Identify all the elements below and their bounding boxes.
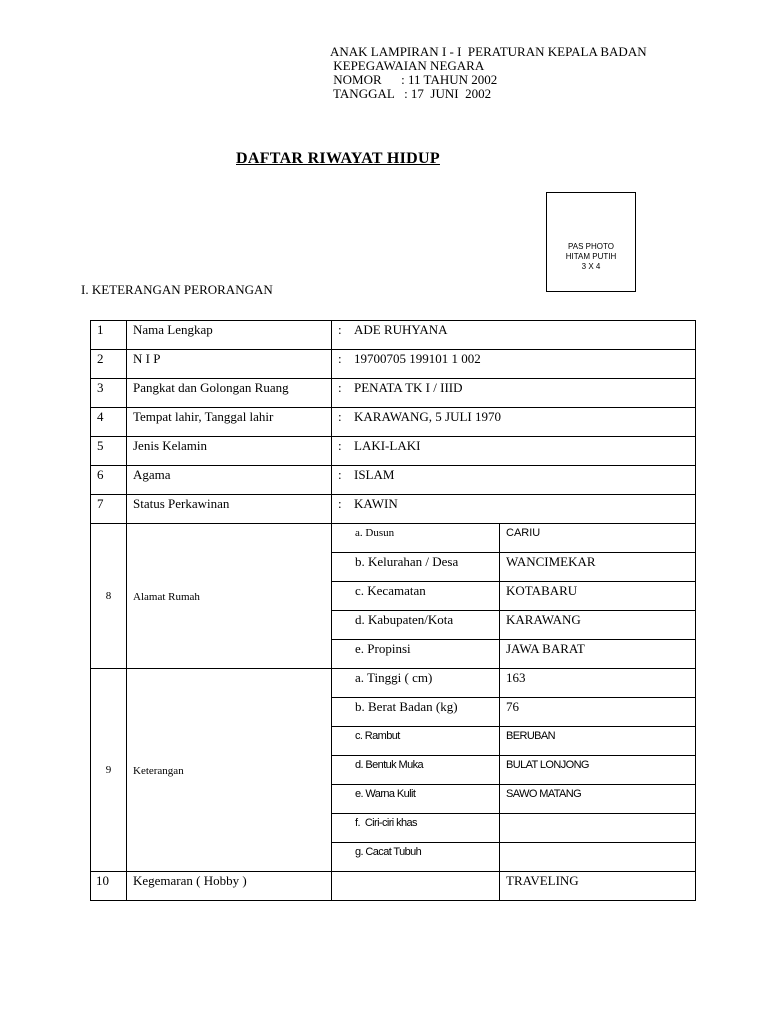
sub-value: BULAT LONJONG: [500, 756, 696, 785]
row-number: 10: [91, 872, 127, 901]
row-label: Tempat lahir, Tanggal lahir: [127, 408, 332, 437]
document-title: DAFTAR RIWAYAT HIDUP: [236, 150, 440, 167]
row-label: Agama: [127, 466, 332, 495]
section-title: I. KETERANGAN PERORANGAN: [81, 282, 273, 297]
table-row: [91, 350, 696, 379]
sub-label: a. Tinggi ( cm): [332, 669, 500, 698]
sub-value: JAWA BARAT: [500, 640, 696, 669]
row-label: Nama Lengkap: [127, 321, 332, 350]
row-label: N I P: [127, 350, 332, 379]
row-number: 5: [91, 437, 127, 466]
row-label: Jenis Kelamin: [127, 437, 332, 466]
row-label: Alamat Rumah: [127, 524, 332, 669]
row-number: 1: [91, 321, 127, 350]
row-label: Pangkat dan Golongan Ruang: [127, 379, 332, 408]
sub-value: KARAWANG: [500, 611, 696, 640]
row-value-text: KARAWANG, 5 JULI 1970: [354, 409, 502, 424]
header-line-4: TANGGAL : 17 JUNI 2002: [330, 86, 492, 101]
row-number: 9: [91, 669, 127, 872]
table-row: [91, 524, 696, 553]
row-number: 7: [91, 495, 127, 524]
sub-value: SAWO MATANG: [500, 785, 696, 814]
colon: :: [338, 322, 342, 337]
row-label: Keterangan: [127, 669, 332, 872]
row-value: [332, 350, 696, 379]
table-row: [91, 321, 696, 350]
sub-value: [500, 843, 696, 872]
table-row: [91, 408, 696, 437]
sub-value: [500, 814, 696, 843]
colon: :: [338, 467, 342, 482]
row-label: Kegemaran ( Hobby ): [127, 872, 332, 901]
biodata-table: [90, 320, 696, 901]
sub-label: d. Bentuk Muka: [332, 756, 500, 785]
photo-line-1: PAS PHOTO: [568, 242, 614, 251]
sub-value: CARIU: [500, 524, 696, 553]
sub-label: f. Ciri-ciri khas: [332, 814, 500, 843]
sub-label: e. Warna Kulit: [332, 785, 500, 814]
colon: :: [338, 351, 342, 366]
header-line-2: KEPEGAWAIAN NEGARA: [330, 58, 485, 73]
table-row: [91, 379, 696, 408]
sub-value: BERUBAN: [500, 727, 696, 756]
table-row: [91, 466, 696, 495]
table-row: [91, 437, 696, 466]
row-value: [332, 379, 696, 408]
photo-line-3: 3 X 4: [581, 262, 601, 271]
sub-value: KOTABARU: [500, 582, 696, 611]
header-line-3: NOMOR : 11 TAHUN 2002: [330, 72, 498, 87]
colon: :: [338, 380, 342, 395]
sub-label: d. Kabupaten/Kota: [332, 611, 500, 640]
row-number: 4: [91, 408, 127, 437]
row-number: 6: [91, 466, 127, 495]
sub-label: c. Kecamatan: [332, 582, 500, 611]
row-value: [332, 437, 696, 466]
sub-label: b. Kelurahan / Desa: [332, 553, 500, 582]
sub-label: b. Berat Badan (kg): [332, 698, 500, 727]
table-row: [91, 872, 696, 901]
sub-label: e. Propinsi: [332, 640, 500, 669]
sub-value: WANCIMEKAR: [500, 553, 696, 582]
row-value-text: 19700705 199101 1 002: [354, 351, 481, 366]
photo-placeholder: [546, 192, 636, 292]
photo-line-2: HITAM PUTIH: [565, 252, 617, 261]
sub-label: c. Rambut: [332, 727, 500, 756]
colon: :: [338, 496, 342, 511]
row-number: 8: [91, 524, 127, 669]
row-value-text: KAWIN: [354, 496, 398, 511]
sub-label: g. Cacat Tubuh: [332, 843, 500, 872]
row-value-text: ISLAM: [354, 467, 395, 482]
header-line-1: ANAK LAMPIRAN I - I PERATURAN KEPALA BADAN: [330, 44, 647, 59]
sub-label: [332, 872, 500, 901]
sub-value: 163: [500, 669, 696, 698]
row-value-text: ADE RUHYANA: [354, 322, 448, 337]
row-value-text: LAKI-LAKI: [354, 438, 421, 453]
row-value-text: PENATA TK I / IIID: [354, 380, 463, 395]
sub-label: a. Dusun: [332, 524, 500, 553]
row-label: Status Perkawinan: [127, 495, 332, 524]
row-value: [332, 321, 696, 350]
header-block: [330, 45, 647, 101]
row-number: 3: [91, 379, 127, 408]
row-value: [332, 466, 696, 495]
sub-value: 76: [500, 698, 696, 727]
colon: :: [338, 438, 342, 453]
row-value: [332, 495, 696, 524]
row-number: 2: [91, 350, 127, 379]
table-row: [91, 669, 696, 698]
colon: :: [338, 409, 342, 424]
sub-value: TRAVELING: [500, 872, 696, 901]
row-value: [332, 408, 696, 437]
table-row: [91, 495, 696, 524]
